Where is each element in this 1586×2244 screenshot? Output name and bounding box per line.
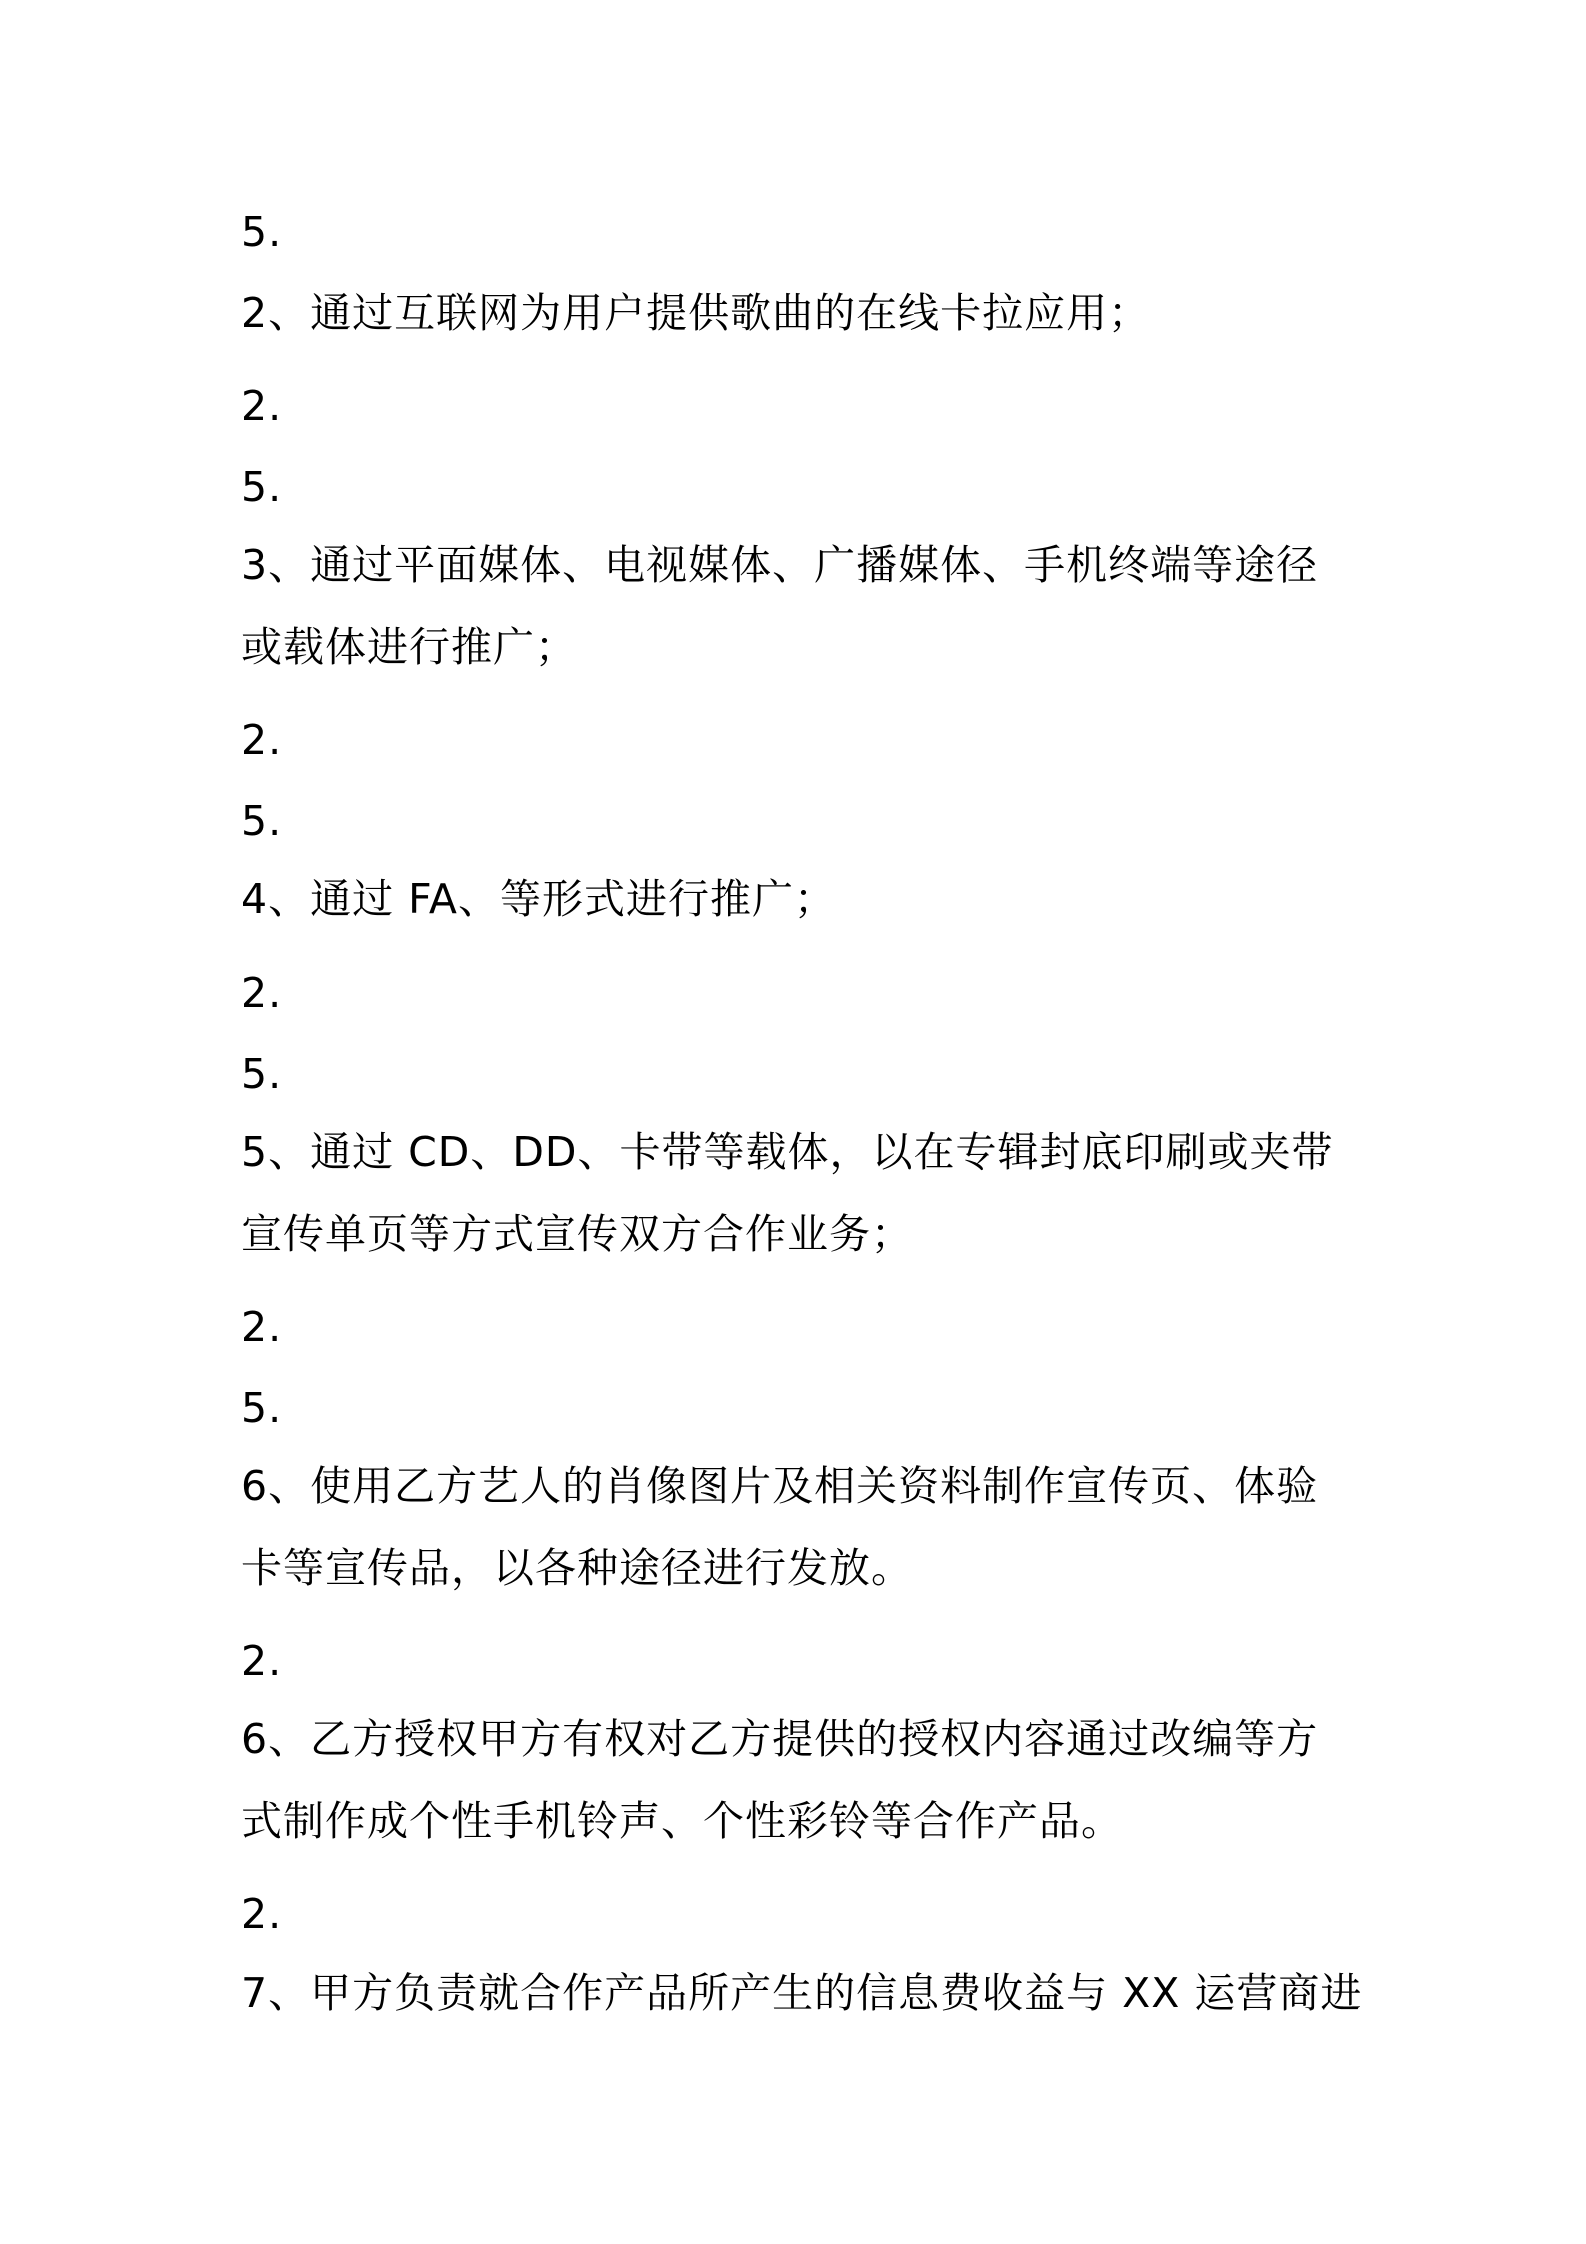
text-line: 5. <box>241 1384 283 1432</box>
text-line: 7、甲方负责就合作产品所产生的信息费收益与 XX 运营商进 <box>241 1969 1363 2017</box>
text-line: 2. <box>241 969 283 1017</box>
text-line: 5、通过 CD、DD、卡带等载体，以在专辑封底印刷或夹带 <box>241 1128 1334 1176</box>
text-line: 2. <box>241 382 283 430</box>
text-line: 2. <box>241 1890 283 1938</box>
text-line: 或载体进行推广； <box>241 623 577 671</box>
text-line: 2. <box>241 1303 283 1351</box>
text-line: 5. <box>241 208 283 256</box>
text-line: 2. <box>241 1637 283 1685</box>
text-line: 卡等宣传品，以各种途径进行发放。 <box>241 1544 913 1592</box>
text-line: 宣传单页等方式宣传双方合作业务； <box>241 1210 913 1258</box>
text-line: 2、通过互联网为用户提供歌曲的在线卡拉应用； <box>241 289 1151 337</box>
text-line: 5. <box>241 797 283 845</box>
text-line: 6、乙方授权甲方有权对乙方提供的授权内容通过改编等方 <box>241 1715 1319 1763</box>
text-line: 5. <box>241 463 283 511</box>
text-line: 6、使用乙方艺人的肖像图片及相关资料制作宣传页、体验 <box>241 1462 1319 1510</box>
text-line: 2. <box>241 716 283 764</box>
text-line: 4、通过 FA、等形式进行推广； <box>241 875 836 923</box>
text-line: 式制作成个性手机铃声、个性彩铃等合作产品。 <box>241 1797 1123 1845</box>
text-line: 3、通过平面媒体、电视媒体、广播媒体、手机终端等途径 <box>241 541 1319 589</box>
text-line: 5. <box>241 1050 283 1098</box>
